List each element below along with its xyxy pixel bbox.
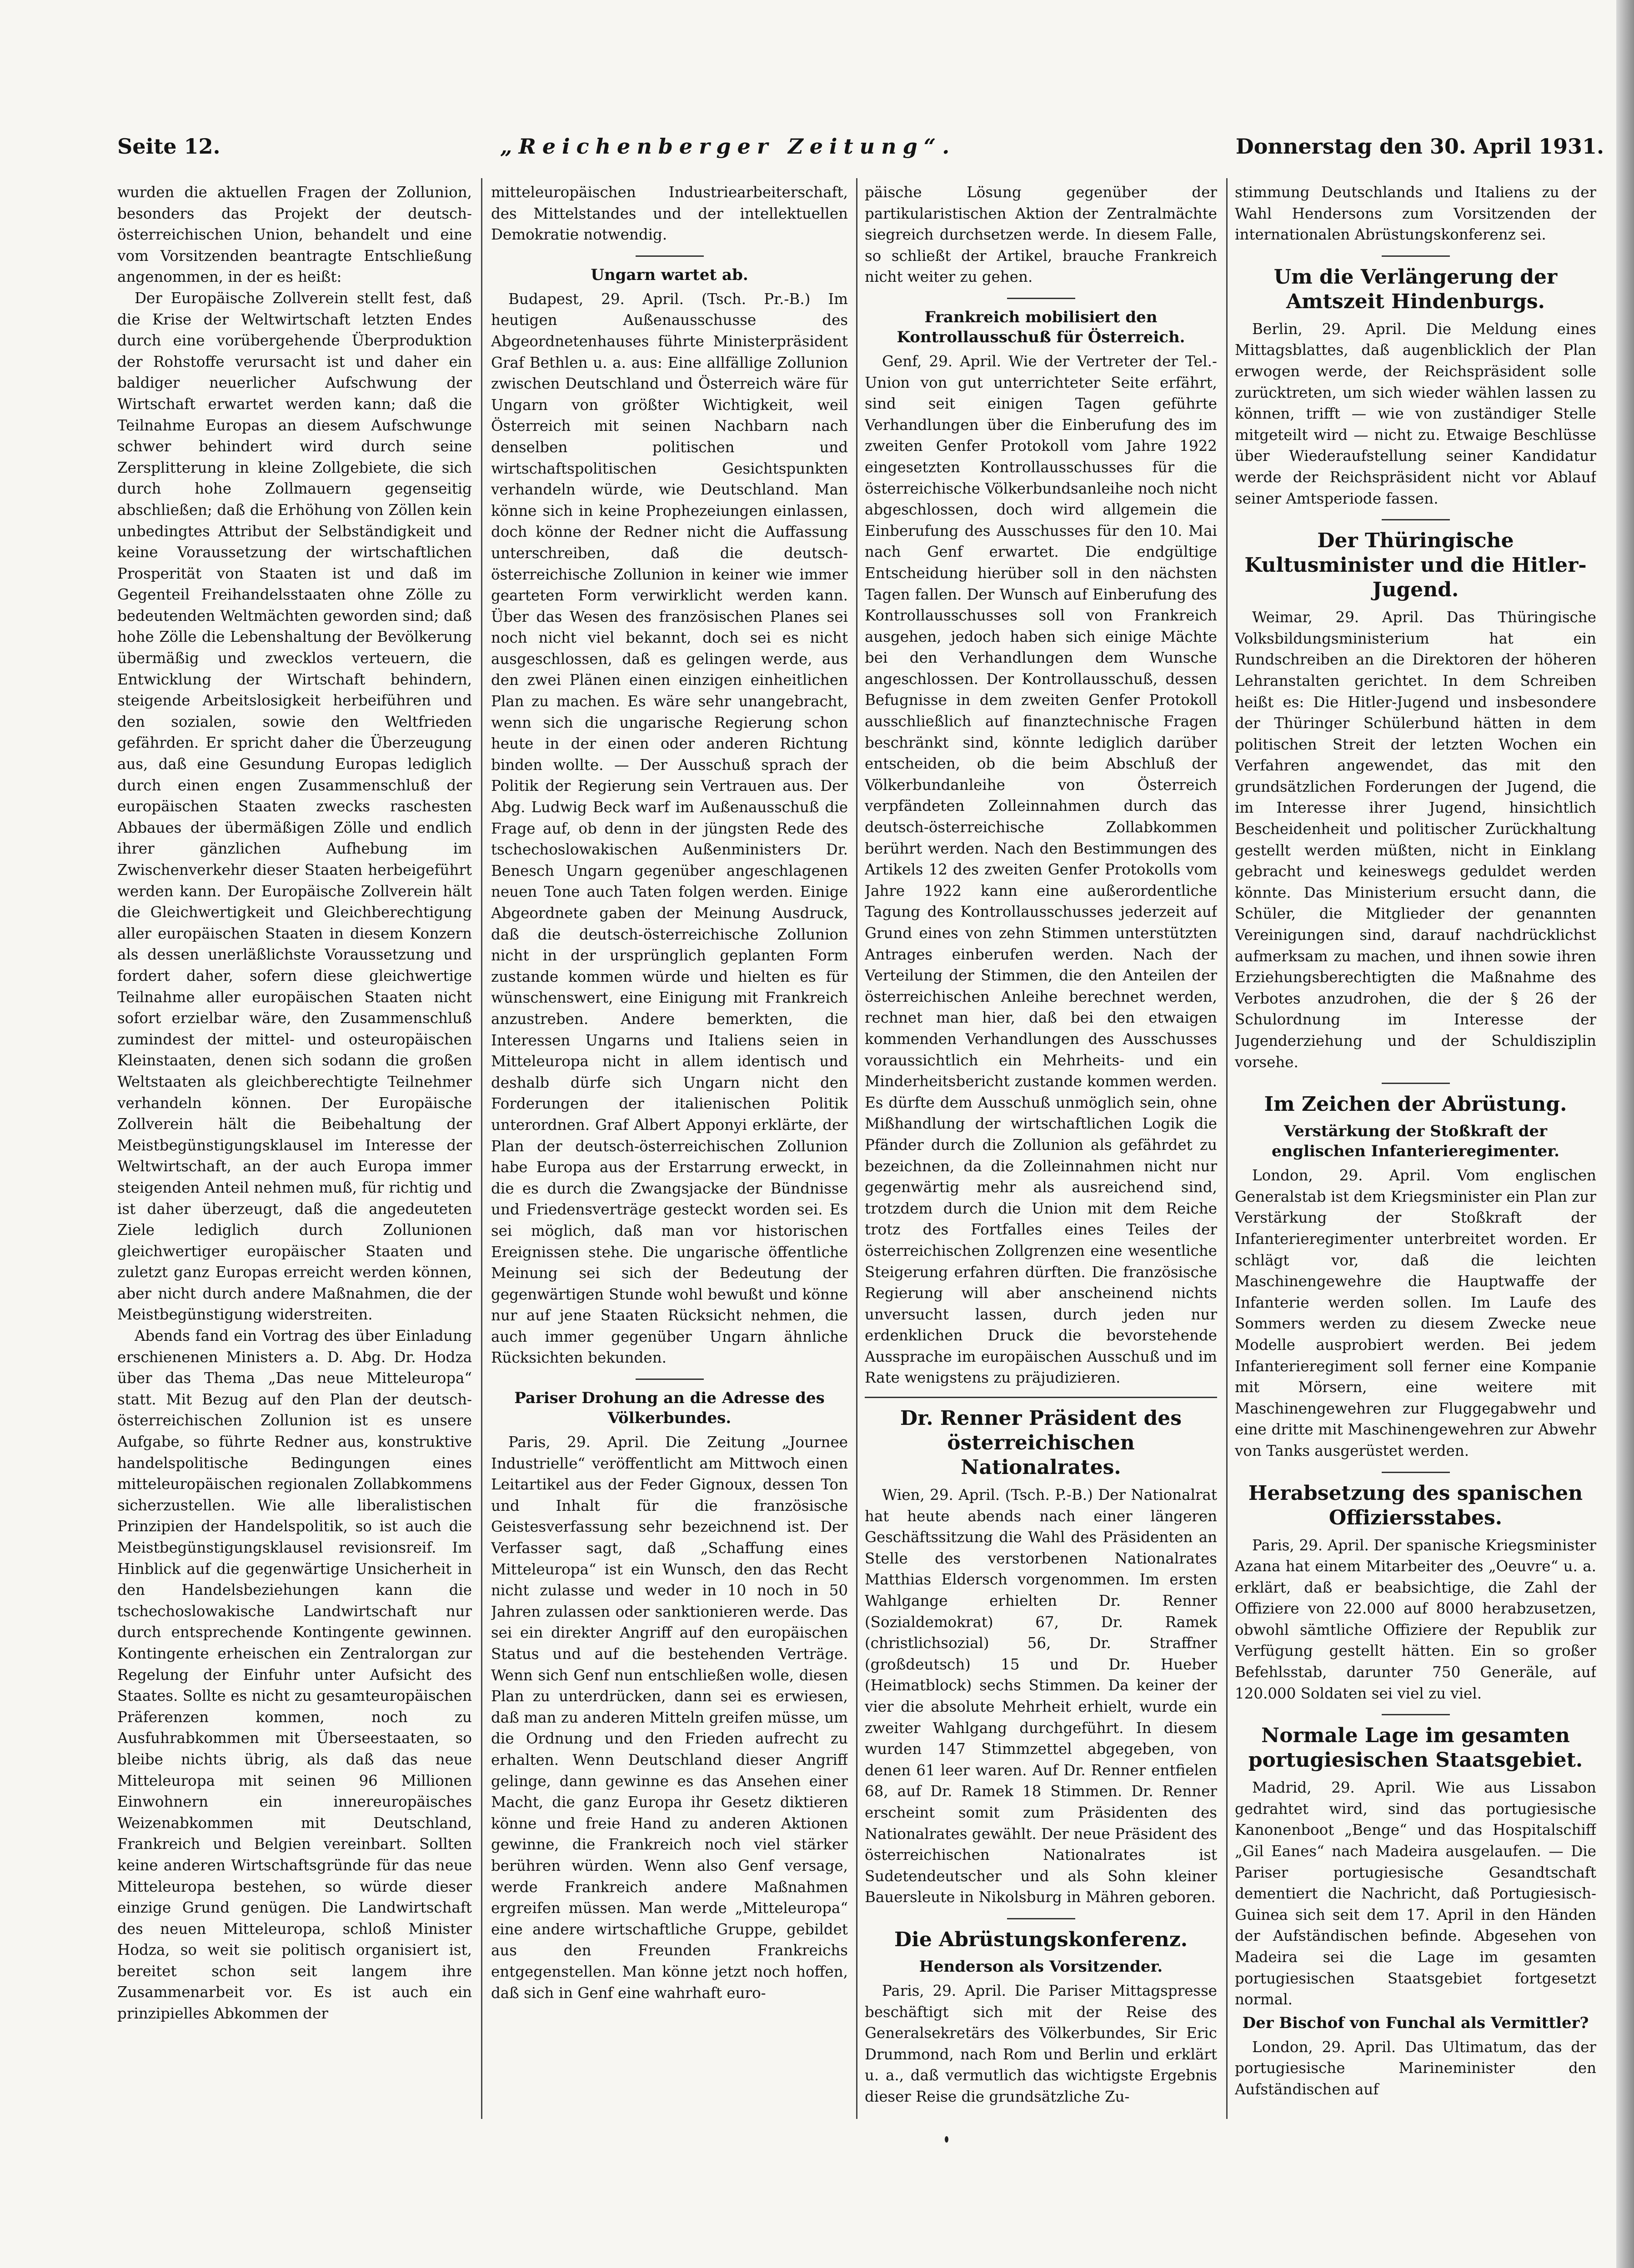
ink-speck xyxy=(945,2136,948,2143)
column-4 xyxy=(1235,182,1596,2116)
section-rule xyxy=(1382,1714,1450,1715)
article-text: Paris, 29. April. Die Zeitung „Journee Industrielle“ veröffentlicht am Mittwoch einen Leitartikel aus der Feder Gignoux, dessen Ton und Inhalt für die französische Geistesverfassung sehr bezeichnend ist. Der Verfasser sagt, daß „Schaffung eines Mitteleuropa“ ist ein Wunsch, den das Recht nicht zulasse und weder in 10 noch in 50 Jahren zulassen oder sanktionieren werde. Das sei ein direkter Angriff auf den europäischen Status und auf die bestehenden Verträge. Wenn sich Genf nun entschließen wolle, diesen Plan zu unterdrücken, dann sei es erwiesen, daß man zu anderen Mitteln greifen müsse, um die Ordnung und den Frieden aufrecht zu erhalten. Wenn Deutschland dieser Angriff gelinge, dann gewinne es das Ansehen einer Macht, die ganz Europa ihr Gesetz diktieren könne und freie Hand zu anderen Aktionen gewinne, die Frankreich noch viel stärker berühren würden. Wenn also Genf versage, werde Frankreich andere Maßnahmen ergreifen müssen. Man werde „Mitteleuropa“ eine andere wirtschaftliche Gruppe, gebildet aus den Freunden Frankreichs entgegenstellen. Man könne jetzt noch hoffen, daß sich in Genf eine wahrhaft euro- xyxy=(491,1434,848,2002)
column-divider xyxy=(1226,178,1228,2119)
section-rule xyxy=(1382,255,1450,257)
article-text: Weimar, 29. April. Das Thüringische Volksbildungsministerium hat ein Rundschreiben an die Direktoren der höheren Lehranstalten gerichtet. In dem Schreiben heißt es: Die Hitler-Jugend und insbesondere der Thüringer Schülerbund hätten in dem politischen Streit der letzten Wochen ein Verfahren angewendet, das mit den grundsätzlichen Forderungen der Jugend, die im Interesse ihrer Jugend, hinsichtlich Bescheidenheit und politischer Zurückhaltung gestellt werden müßten, nicht in Einklang gebracht und keineswegs geduldet werden könnte. Das Ministerium ersucht dann, die Schüler, die Mitglieder der genannten Vereinigungen sind, darauf nachdrücklichst aufmerksam zu machen, und ihnen sowie ihren Erziehungsberechtigten die Maßnahme des Verbotes anzudrohen, die der § 26 der Schulordnung im Interesse der Jugenderziehung und der Schuldisziplin vorsehe. xyxy=(1235,609,1596,1071)
article-text: Der Europäische Zollverein stellt fest, daß die Krise der Weltwirtschaft letzten Endes durch eine vorübergehende Überproduktion der Rohstoffe verursacht ist und daher ein baldiger neuerlicher Aufschwung der Wirtschaft erwartet werden kann; daß die Teilnahme Europas an diesem Aufschwunge schwer behindert wird durch seine Zersplitterung in kleine Zollgebiete, die sich durch hohe Zollmauern gegenseitig abschließen; daß die Erhöhung von Zöllen kein unbedingtes Attribut der Selbständigkeit und keine Voraussetzung der wirtschaftlichen Prosperität von Staaten ist und daß im Gegenteil Freihandelsstaaten ohne Zölle zu bedeutenden Weltmächten geworden sind; daß hohe Zölle die Lebenshaltung der Bevölkerung übermäßig und zwecklos verteuern, die Entwicklung der Wirtschaft behindern, steigende Arbeitslosigkeit herbeiführen und den sozialen, sowie den Weltfrieden gefährden. Er spricht daher die Überzeugung aus, daß eine Gesundung Europas lediglich durch einen engen Zusammenschluß der europäischen Staaten zwecks raschesten Abbaues der übermäßigen Zölle und endlich ihrer gänzlichen Aufhebung im Zwischenverkehr dieser Staaten herbeigeführt werden kann. Der Europäische Zollverein hält die Gleichwertigkeit und Gleichberechtigung aller europäischen Staaten in diesem Konzern als dessen unerläßlichste Voraussetzung und fordert daher, sofern diese gleichwertige Teilnahme aller europäischen Staaten nicht sofort erzielbar wäre, den Zusammenschluß zumindest der mittel- und osteuropäischen Kleinstaaten, denen sich sodann die großen Weltstaaten als gleichberechtigte Teilnehmer verhandeln können. Der Europäische Zollverein hält die Beibehaltung der Meistbegünstigungsklausel im Interesse der Weltwirtschaft, an der auch Europa immer steigenden Anteil nehmen muß, für richtig und ist daher überzeugt, daß die angedeuteten Ziele lediglich durch Zollunionen gleichwertiger europäischer Staaten und zuletzt ganz Europas erreicht werden können, aber nicht durch andere Maßnahmen, die der Meistbegünstigung widerstreiten. xyxy=(117,289,472,1324)
column-1 xyxy=(117,182,472,2116)
section-rule xyxy=(636,1379,704,1380)
article-text: Genf, 29. April. Wie der Vertreter der Tel.-Union von gut unterrichteter Seite erfährt, sind seit einigen Tagen geführte Verhandlungen über die Einberufung des im zweiten Genfer Protokoll vom Jahre 1922 eingesetzten Kontrollausschusses für die österreichische Völkerbundsanleihe noch nicht abgeschlossen, doch wird allgemein die Einberufung des Ausschusses für den 10. Mai nach Genf erwartet. Die endgültige Entscheidung hierüber soll in den nächsten Tagen fallen. Der Wunsch auf Einberufung des Kontrollausschusses soll von Frankreich ausgehen, jedoch haben sich einige Mächte bei den Verhandlungen dem Wunsche angeschlossen. Der Kontrollausschuß, dessen Befugnisse in dem zweiten Genfer Protokoll ausschließlich auf finanztechnische Fragen beschränkt sind, könnte lediglich darüber entscheiden, ob die beim Abschluß der Völkerbundanleihe von Österreich verpfändeten Zolleinnahmen durch das deutsch-österreichische Zollabkommen berührt werden. Nach den Bestimmungen des Artikels 12 des zweiten Genfer Protokolls vom Jahre 1922 kann eine außerordentliche Tagung des Kontrollausschusses jederzeit auf Grund eines von zehn Stimmen unterstützten Antrages einberufen werden. Nach der Verteilung der Stimmen, die den Anteilen der österreichischen Anleihe berechnet werden, rechnet man hier, daß bei den etwaigen kommenden Verhandlungen des Ausschusses voraussichtlich ein Mehrheits- und ein Minderheitsbericht zustande kommen werden. Es dürfte dem Ausschuß unmöglich sein, ohne Mißhandlung der wirtschaftlichen Logik die Pfänder durch die Zollunion als gefährdet zu bezeichnen, da die Zolleinnahmen nicht nur gegenwärtig mehr als ausreichend sind, trotzdem durch die Union mit dem Reiche trotz des Fortfalles eines Teiles der österreichischen Zollgrenzen eine wesentliche Steigerung erfahren dürften. Die französische Regierung will aber anscheinend nichts unversucht lassen, durch jeden nur erdenklichen Druck die bevorstehende Aussprache im europäischen Ausschuß und im Rate wenigstens zu präjudizieren. xyxy=(865,352,1217,1387)
article-headline: Der Thüringische Kultusminister und die Hitler-Jugend. xyxy=(1244,529,1587,602)
page-header xyxy=(117,133,1604,160)
article-text: Paris, 29. April. Der spanische Kriegsminister Azana hat einem Mitarbeiter des „Oeuvre“ u. a. erklärt, daß er beabsichtige, die Zahl der Offiziere von 22.000 auf 8000 herabzusetzen, obwohl sämtliche Offiziere der Republik zur Verfügung gestellt hätten. Ein so großer Befehlsstab, darunter 750 Generäle, auf 120.000 Soldaten sei viel zu viel. xyxy=(1235,1536,1596,1702)
article-text: Berlin, 29. April. Die Meldung eines Mittagsblattes, daß augenblicklich der Plan erwogen werde, der Reichspräsident solle zurücktreten, um sich wieder wählen lassen zu können, trifft — wie von zuständiger Stelle mitgeteilt wird — nicht zu. Etwaige Beschlüsse über Wiederaufstellung seiner Kandidatur werde der Reichspräsident nicht vor Ablauf seiner Amtsperiode fassen. xyxy=(1235,320,1596,507)
article-headline: Frankreich mobilisiert den Kontrollausschuß für Österreich. xyxy=(897,308,1185,346)
article-headline: Herabsetzung des spanischen Offiziersstabes. xyxy=(1248,1481,1583,1529)
column-divider xyxy=(856,178,857,2119)
section-rule xyxy=(1007,1918,1075,1919)
article-text: Budapest, 29. April. (Tsch. Pr.-B.) Im heutigen Außenausschusse des Abgeordnetenhauses führte Ministerpräsident Graf Bethlen u. a. aus: Eine allfällige Zollunion zwischen Deutschland und Österreich wäre für Ungarn von größter Wichtigkeit, weil Österreich mit seinen Nachbarn nach denselben politischen und wirtschaftspolitischen Gesichtspunkten verhandeln würde, wie Deutschland. Man könne sich in keine Prophezeiungen einlassen, doch könne der Redner nicht die Auffassung unterschreiben, daß die deutsch-österreichische Zollunion in keiner wie immer gearteten Form verwirklicht werden kann. Über das Wesen des französischen Planes sei noch nicht viel bekannt, doch sei es nicht ausgeschlossen, daß es gelingen werde, aus den zwei Plänen einen einzigen einheitlichen Plan zu machen. Es wäre sehr unangebracht, wenn sich die ungarische Regierung schon heute in der einen oder anderen Richtung binden wollte. — Der Ausschuß sprach der Politik der Regierung sein Vertrauen aus. Der Abg. Ludwig Beck warf im Außenausschuß die Frage auf, ob denn in der jüngsten Rede des tschechoslowakischen Außenministers Dr. Benesch Ungarn gegenüber angeschlagenen neuen Tone auch Taten folgen werden. Einige Abgeordnete gaben der Meinung Ausdruck, daß die deutsch-österreichische Zollunion nicht in der ursprünglich geplanten Form zustande kommen würde und hielten es für wünschenswert, eine Einigung mit Frankreich anzustreben. Andere bemerkten, die Interessen Ungarns und Italiens seien in Mitteleuropa nicht in allem identisch und deshalb dürfe sich Ungarn nicht den Forderungen der italienischen Politik unterordnen. Graf Albert Apponyi erklärte, der Plan der deutsch-österreichischen Zollunion habe Europa aus der Erstarrung erweckt, in die es durch die Zwangsjacke der Bündnisse und Friedensverträge gesteckt worden sei. Es sei möglich, daß man vor historischen Ereignissen stehe. Die ungarische öffentliche Meinung sei sich der Bedeutung der gegenwärtigen Stunde wohl bewußt und könne nur auf jene Staaten Rücksicht nehmen, die auch immer gegenüber Ungarn ähnliche Rücksichten bekunden. xyxy=(491,290,848,1367)
article-headline: Im Zeichen der Abrüstung. xyxy=(1264,1093,1567,1116)
section-rule xyxy=(636,255,704,257)
column-3 xyxy=(865,182,1217,2116)
newspaper-title: „Reichenberger Zeitung“. xyxy=(500,134,956,159)
article-text: wurden die aktuellen Fragen der Zollunion, besonders das Projekt der deutsch-österreichischen Union, behandelt und eine vom Vorsitzenden beantragte Entschließung angenommen, in der es heißt: xyxy=(117,184,472,286)
section-rule xyxy=(1382,1472,1450,1473)
article-text: päische Lösung gegenüber der partikularistischen Aktion der Zentralmächte siegreich durchsetzen werde. In diesem Falle, so schließt der Artikel, brauche Frankreich nicht weiter zu gehen. xyxy=(865,184,1217,286)
article-headline: Um die Verlängerung der Amtszeit Hindenburgs. xyxy=(1273,265,1558,313)
page-number: Seite 12. xyxy=(117,134,221,159)
article-text: stimmung Deutschlands und Italiens zu der Wahl Hendersons zum Vorsitzenden der internationalen Abrüstungskonferenz sei. xyxy=(1235,184,1596,244)
section-rule xyxy=(1382,1083,1450,1084)
article-subheadline: Henderson als Vorsitzender. xyxy=(919,1957,1163,1976)
section-rule xyxy=(1382,519,1450,520)
section-rule xyxy=(865,1397,1217,1398)
article-headline: Die Abrüstungskonferenz. xyxy=(894,1928,1188,1951)
column-2 xyxy=(491,182,848,2116)
section-rule xyxy=(1007,298,1075,299)
article-headline: Normale Lage im gesamten portugiesischen Staatsgebiet. xyxy=(1248,1724,1583,1772)
article-text: Abends fand ein Vortrag des über Einladung erschienenen Ministers a. D. Abg. Dr. Hodza über das Thema „Das neue Mitteleuropa“ statt. Mit Bezug auf den Plan der deutsch-österreichischen Zollunion ist es unsere Aufgabe, so führte Redner aus, konstruktive handelspolitische Bedingungen eines mitteleuropäischen regionalen Zollabkommens sicherzustellen. Wie alle liberalistischen Prinzipien der Handelspolitik, so ist auch die Meistbegünstigungsklausel revisionsreif. Im Hinblick auf die gegenwärtige Unsicherheit in den Handelsbeziehungen kann die tschechoslowakische Landwirtschaft nur durch entsprechende Kontingente gewinnen. Kontingente erheischen ein Zentralorgan zur Regelung der Einfuhr unter Aufsicht des Staates. Sollte es nicht zu gesamteuropäischen Präferenzen kommen, noch zu Ausfuhrabkommen mit Überseestaaten, so bleibe nichts übrig, als daß das neue Mitteleuropa mit seinen 96 Millionen Einwohnern ein innereuropäisches Weizenabkommen mit Deutschland, Frankreich und Belgien vereinbart. Sollten keine anderen Wirtschaftsgründe für das neue Mitteleuropa bestehen, so würde dieser einzige Grund genügen. Die Landwirtschaft des neuen Mitteleuropa, schloß Minister Hodza, so weit sie politisch organisiert ist, bereitet schon seit langem ihre Zusammenarbeit vor. Es ist auch ein prinzipielles Abkommen der xyxy=(117,1327,472,2023)
article-text: mitteleuropäischen Industriearbeiterschaft, des Mittelstandes und der intellektuellen Demokratie notwendig. xyxy=(491,184,848,244)
article-headline: Dr. Renner Präsident des österreichischen Nationalrates. xyxy=(900,1407,1182,1479)
scan-edge xyxy=(1616,0,1634,2268)
article-text: London, 29. April. Vom englischen Generalstab ist dem Kriegsminister ein Plan zur Verstärkung der Stoßkraft der Infanterieregimenter unterbreitet worden. Er schlägt vor, daß die leichten Maschinengewehre die Hauptwaffe der Infanterie werden sollen. Im Laufe des Sommers werden zu diesem Zwecke neue Modelle ausprobiert werden. Bei jedem Infanterieregiment soll ferner eine Kompanie mit Mörsern, eine weitere mit Maschinengewehren zur Fluggegabwehr und eine dritte mit Maschinengewehren zur Abwehr von Tanks ausgerüstet werden. xyxy=(1235,1167,1596,1459)
article-text: Madrid, 29. April. Wie aus Lissabon gedrahtet wird, sind das portugiesische Kanonenboot „Benge“ und das Hospitalschiff „Gil Eanes“ nach Madeira ausgelaufen. — Die Pariser portugiesische Gesandtschaft dementiert die Nachricht, daß Portugiesisch-Guinea sich seit dem 17. April in den Händen der Aufständischen befinde. Abgesehen von Madeira sei die Lage im gesamten portugiesischen Staatsgebiet fortgesetzt normal. xyxy=(1235,1779,1596,2008)
article-text: Wien, 29. April. (Tsch. P.-B.) Der Nationalrat hat heute abends nach einer längeren Geschäftssitzung die Wahl des Präsidenten an Stelle des verstorbenen Nationalrates Matthias Eldersch vorgenommen. Im ersten Wahlgange erhielten Dr. Renner (Sozialdemokrat) 67, Dr. Ramek (christlichsozial) 56, Dr. Straffner (großdeutsch) 15 und Dr. Hueber (Heimatblock) sechs Stimmen. Da keiner der vier die absolute Mehrheit erhielt, wurde ein zweiter Wahlgang durchgeführt. In diesem wurden 147 Stimmzettel abgegeben, von denen 61 leer waren. Auf Dr. Renner entfielen 68, auf Dr. Ramek 18 Stimmen. Dr. Renner erscheint somit zum Präsidenten des Nationalrates gewählt. Der neue Präsident des österreichischen Nationalrates ist Sudetendeutscher und als Sohn kleiner Bauersleute in Nikolsburg in Mähren geboren. xyxy=(865,1486,1217,1906)
article-subheadline: Verstärkung der Stoßkraft der englischen Infanterieregimenter. xyxy=(1271,1122,1560,1161)
issue-date: Donnerstag den 30. April 1931. xyxy=(1235,134,1604,159)
article-subheadline: Der Bischof von Funchal als Vermittler? xyxy=(1242,2013,1589,2032)
article-headline: Pariser Drohung an die Adresse des Völkerbundes. xyxy=(514,1389,825,1428)
article-text: London, 29. April. Das Ultimatum, das der portugiesische Marineminister den Aufständischen auf xyxy=(1235,2038,1596,2098)
article-headline: Ungarn wartet ab. xyxy=(591,265,748,284)
article-text: Paris, 29. April. Die Pariser Mittagspresse beschäftigt sich mit der Reise des Generalsekretärs des Völkerbundes, Sir Eric Drummond, nach Rom und Berlin und erklärt u. a., daß vermutlich das wichtigste Ergebnis dieser Reise die grundsätzliche Zu- xyxy=(865,1982,1217,2105)
column-divider xyxy=(481,178,482,2119)
